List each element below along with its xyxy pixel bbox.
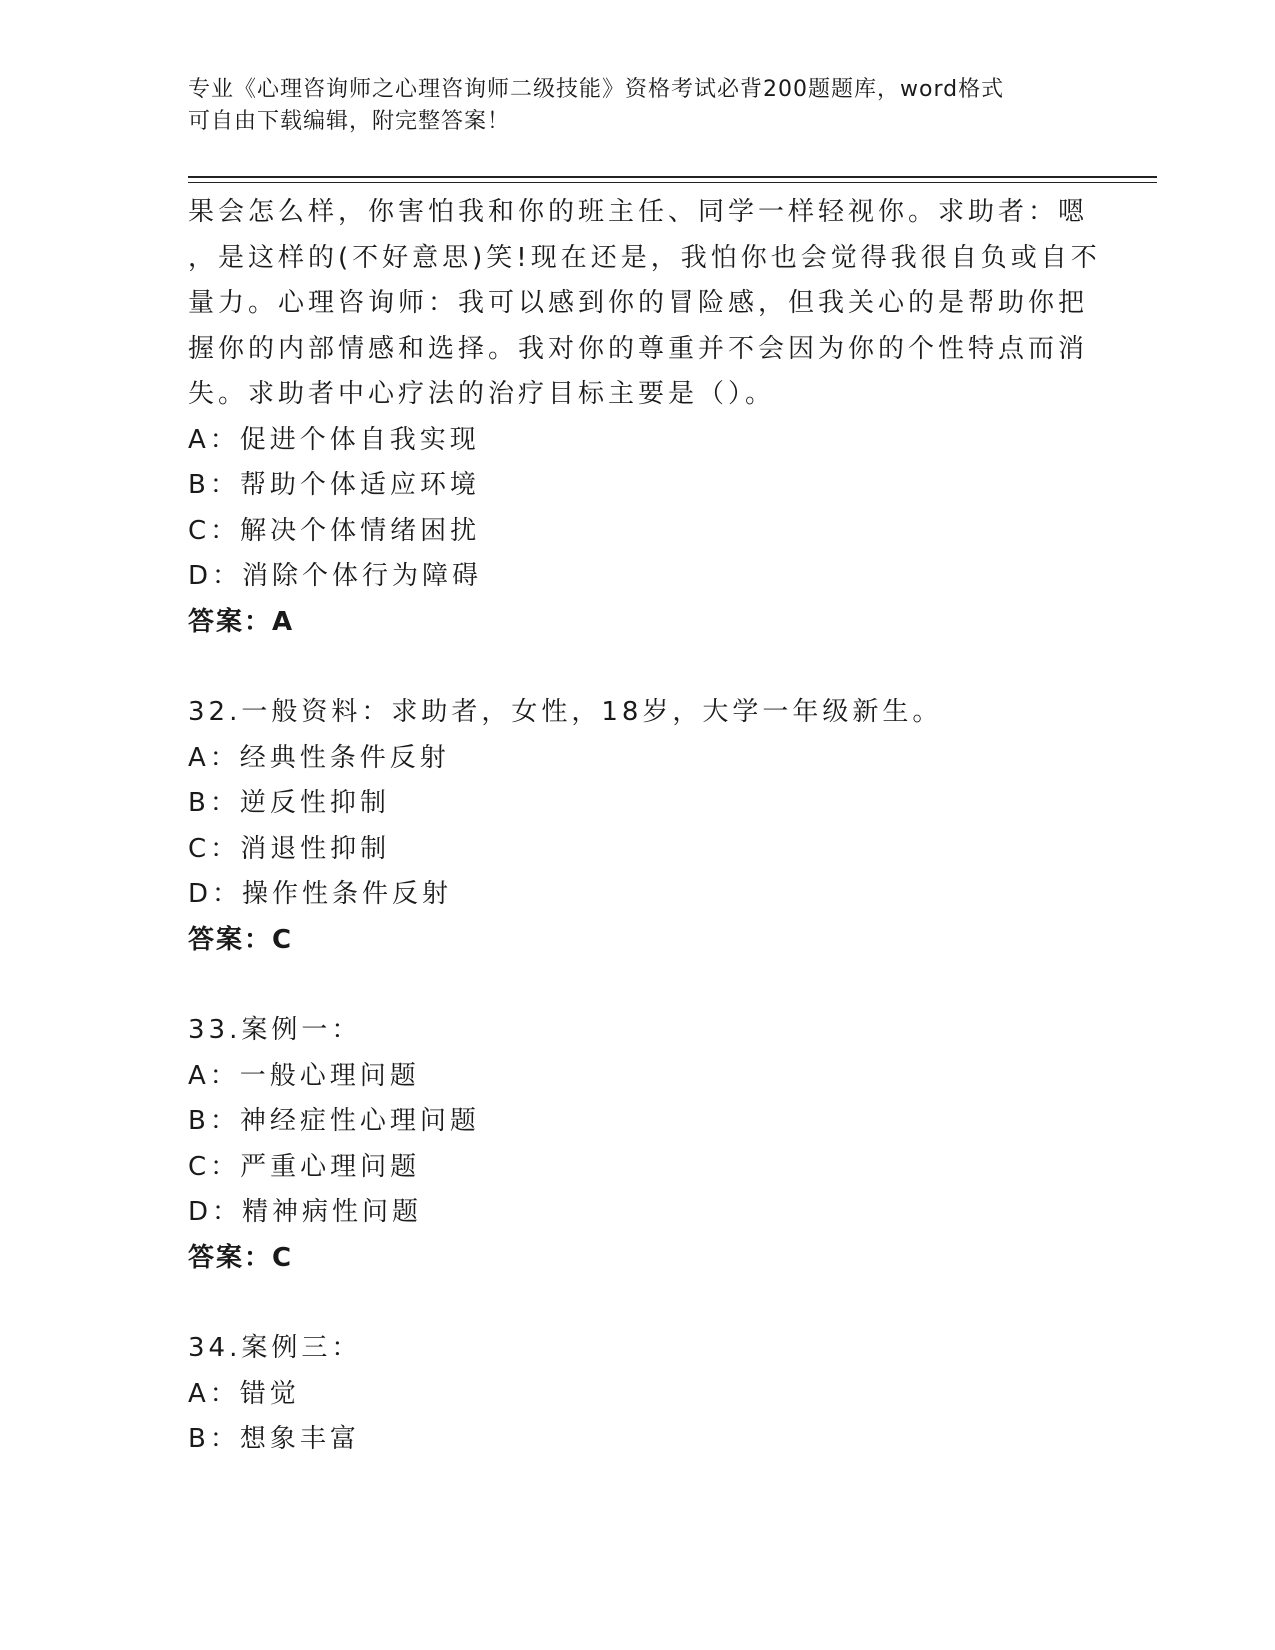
header-title-line-1: 专业《心理咨询师之心理咨询师二级技能》资格考试必背200题题库，word格式 (188, 77, 1005, 102)
spacer (188, 963, 1088, 1008)
question-text-line: 握你的内部情感和选择。我对你的尊重并不会因为你的个性特点而消 (188, 333, 1089, 364)
option-b: B：想象丰富 (188, 1424, 360, 1454)
question-text-line: ，是这样的(不好意思)笑!现在还是，我怕你也会觉得我很自负或自不 (188, 242, 1101, 273)
question-text-line: 果会怎么样，你害怕我和你的班主任、同学一样轻视你。求助者：嗯 (188, 197, 1089, 227)
question-text-line: 量力。心理咨询师：我可以感到你的冒险感，但我关心的是帮助你把 (188, 288, 1089, 318)
option-c: C：解决个体情绪困扰 (188, 515, 481, 546)
question-32 (188, 690, 1088, 963)
header-divider-thick (188, 176, 1157, 178)
option-b: B：神经症性心理问题 (188, 1106, 480, 1136)
option-a: A：促进个体自我实现 (188, 424, 480, 455)
option-b: B：帮助个体适应环境 (188, 470, 480, 500)
spacer (188, 645, 1088, 690)
option-d: D：操作性条件反射 (188, 879, 453, 909)
option-c: C：消退性抑制 (188, 833, 391, 864)
header-divider-thin (188, 182, 1157, 183)
header-title-line-2: 可自由下载编辑，附完整答案！ (188, 109, 511, 134)
question-stem: 33.案例一： (188, 1015, 362, 1045)
question-34 (188, 1326, 1088, 1463)
option-d: D：精神病性问题 (188, 1197, 423, 1227)
option-d: D：消除个体行为障碍 (188, 561, 483, 591)
question-stem: 34.案例三： (188, 1333, 362, 1363)
answer-label: 答案：C (188, 1242, 294, 1273)
document-header (188, 74, 1068, 138)
question-content (188, 190, 1101, 1463)
question-text-line: 失。求助者中心疗法的治疗目标主要是（）。 (188, 379, 776, 409)
answer-label: 答案：A (188, 606, 295, 637)
option-b: B：逆反性抑制 (188, 788, 390, 818)
option-c: C：严重心理问题 (188, 1151, 421, 1182)
option-a: A：错觉 (188, 1378, 300, 1409)
question-stem: 32.一般资料：求助者，女性，18岁，大学一年级新生。 (188, 697, 943, 727)
spacer (188, 1281, 1088, 1326)
question-33 (188, 1008, 1088, 1281)
answer-label: 答案：C (188, 924, 294, 955)
question-31-continuation (188, 190, 1101, 645)
option-a: A：一般心理问题 (188, 1060, 420, 1091)
option-a: A：经典性条件反射 (188, 742, 450, 773)
